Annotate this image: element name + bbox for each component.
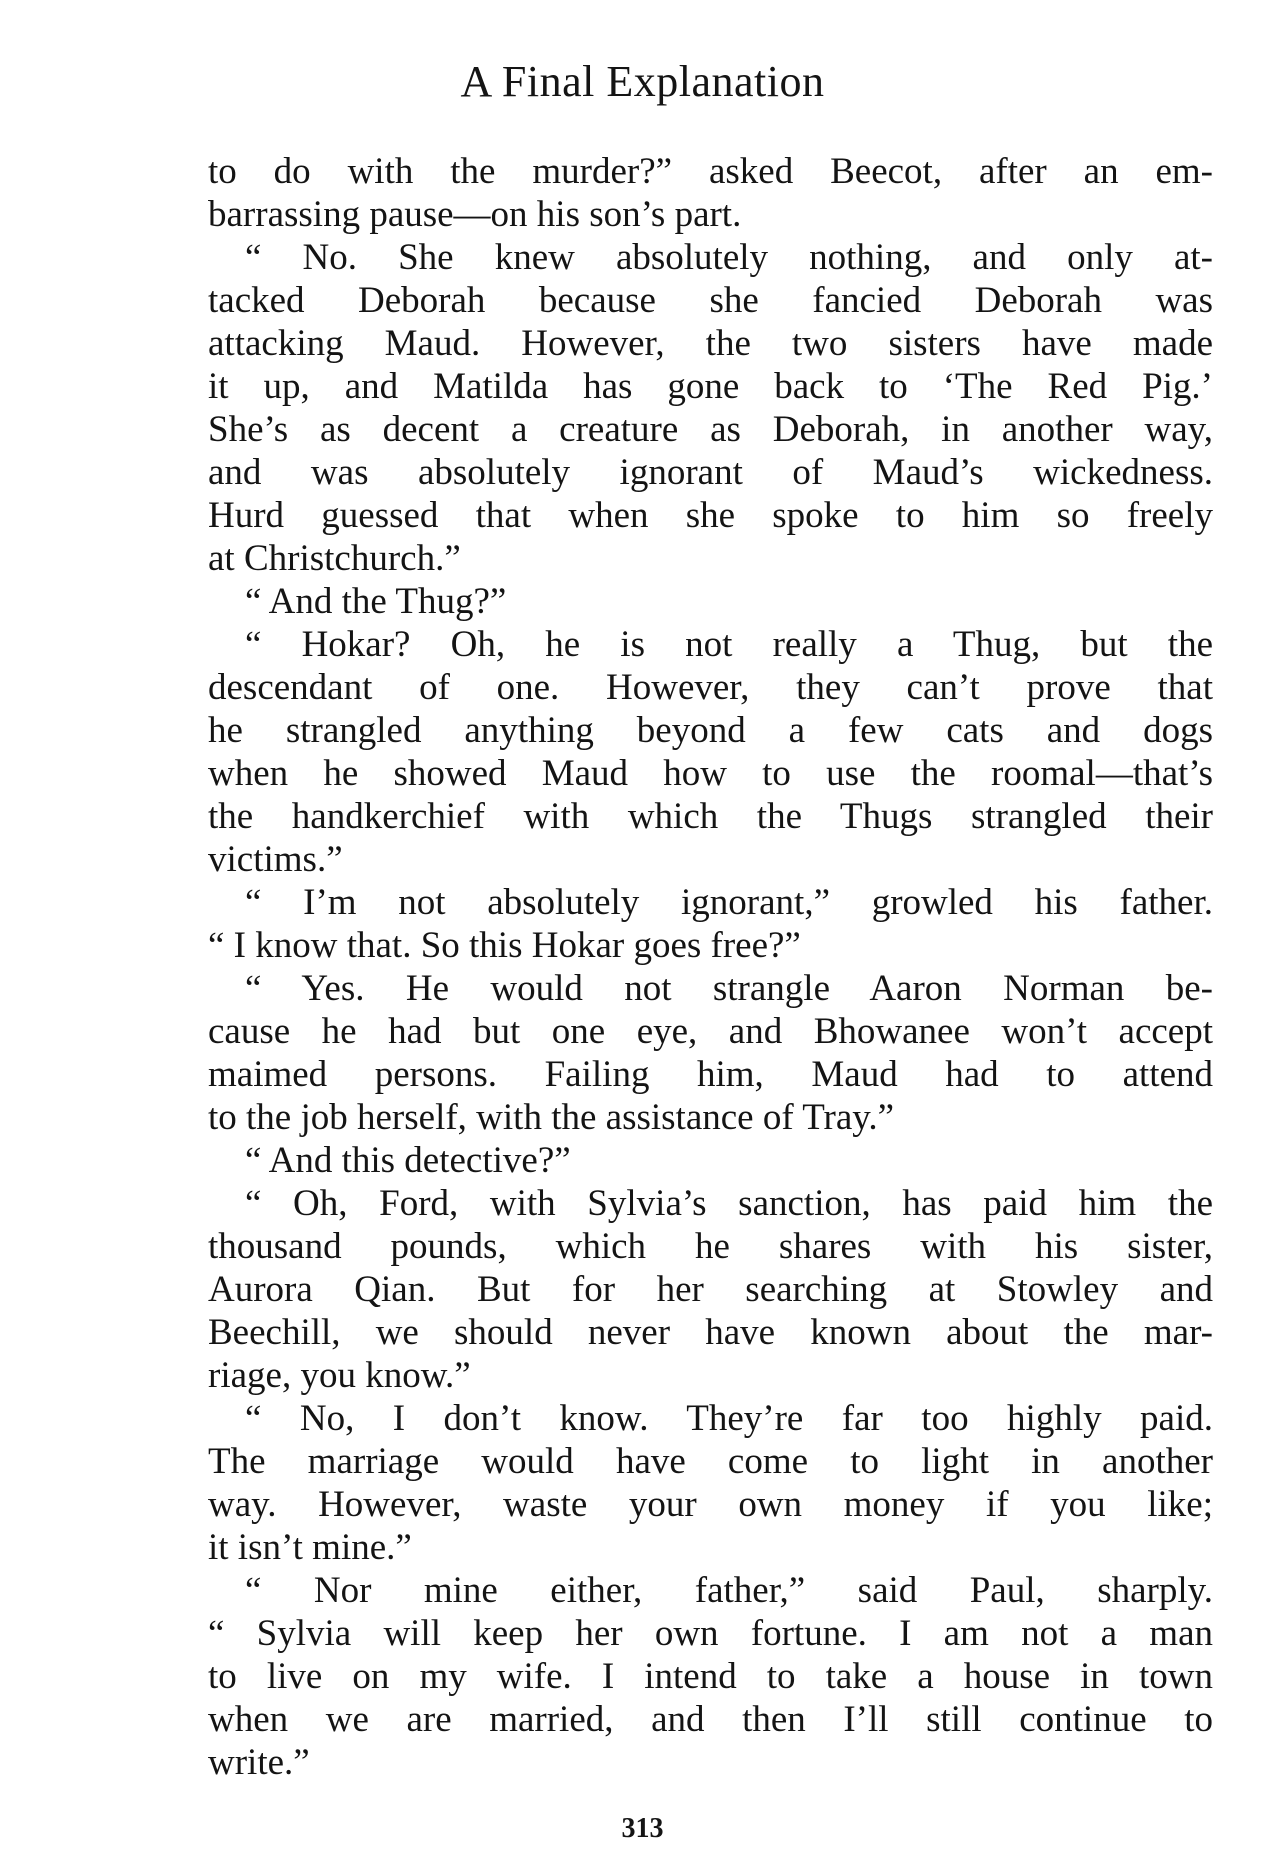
text-line: “ Sylvia will keep her own fortune. I am not a man [208,1613,1213,1654]
text-line: “ Oh, Ford, with Sylvia’s sanction, has paid him the [245,1183,1213,1224]
text-line: to do with the murder?” asked Beecot, after an em- [208,151,1213,192]
text-line: “ No, I don’t know. They’re far too highly paid. [245,1398,1213,1439]
text-line: it up, and Matilda has gone back to ‘The Red Pig.’ [208,366,1213,407]
text-line: riage, you know.” [208,1355,471,1396]
text-line: it isn’t mine.” [208,1527,412,1568]
text-line: “ No. She knew absolutely nothing, and only at- [245,237,1213,278]
body-text [208,150,1213,1784]
text-line: Beechill, we should never have known about the mar- [208,1312,1213,1353]
text-line: “ I’m not absolutely ignorant,” growled his father. [245,882,1213,923]
text-line: barrassing pause—on his son’s part. [208,194,742,235]
running-head: A Final Explanation [460,57,825,106]
text-line: when we are married, and then I’ll still continue to [208,1699,1213,1740]
text-line: maimed persons. Failing him, Maud had to attend [208,1054,1213,1095]
text-line: write.” [208,1742,310,1783]
text-line: The marriage would have come to light in another [208,1441,1213,1482]
text-line: “ And this detective?” [245,1140,571,1181]
page-number: 313 [621,1813,664,1844]
text-line: “ Yes. He would not strangle Aaron Norman be- [245,968,1213,1009]
text-line: Aurora Qian. But for her searching at Stowley and [208,1269,1213,1310]
text-line: tacked Deborah because she fancied Deborah was [208,280,1213,321]
text-line: thousand pounds, which he shares with his sister, [208,1226,1213,1267]
text-line: and was absolutely ignorant of Maud’s wickedness. [208,452,1213,493]
text-line: victims.” [208,839,343,880]
text-line: She’s as decent a creature as Deborah, in another way, [208,409,1213,450]
text-line: the handkerchief with which the Thugs strangled their [208,796,1213,837]
text-line: “ Nor mine either, father,” said Paul, sharply. [245,1570,1213,1611]
text-line: descendant of one. However, they can’t prove that [208,667,1213,708]
text-line: “ I know that. So this Hokar goes free?” [208,925,801,966]
text-line: to the job herself, with the assistance of Tray.” [208,1097,895,1138]
text-line: “ Hokar? Oh, he is not really a Thug, but the [245,624,1213,665]
text-line: at Christchurch.” [208,538,461,579]
text-line: to live on my wife. I intend to take a house in town [208,1656,1213,1697]
text-line: “ And the Thug?” [245,581,507,622]
text-line: Hurd guessed that when she spoke to him so freely [208,495,1213,536]
text-line: he strangled anything beyond a few cats and dogs [208,710,1213,751]
text-line: way. However, waste your own money if you like; [208,1484,1213,1525]
text-line: when he showed Maud how to use the roomal—that’s [208,753,1213,794]
text-line: attacking Maud. However, the two sisters have made [208,323,1213,364]
text-line: cause he had but one eye, and Bhowanee won’t accept [208,1011,1213,1052]
